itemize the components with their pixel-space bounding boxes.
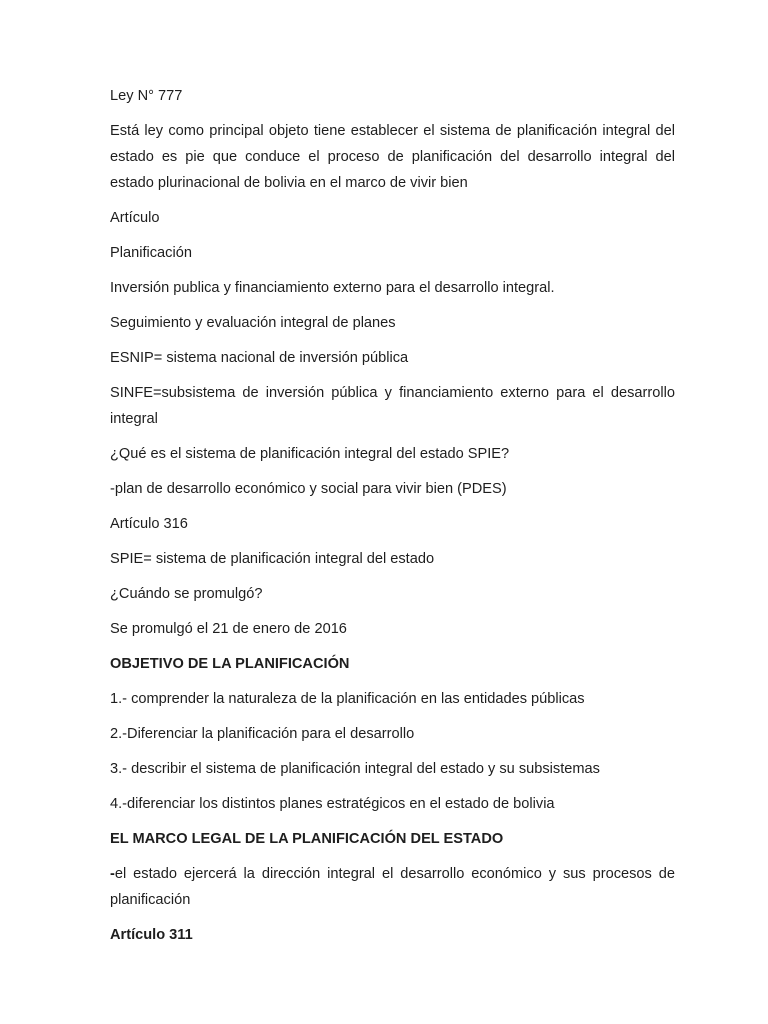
objetivo-item: 3.- describir el sistema de planificación integral del estado y su subsistemas bbox=[110, 761, 600, 777]
articulo-316: Artículo 316 bbox=[110, 516, 188, 532]
marco-paragraph bbox=[110, 861, 675, 913]
law-title: Ley N° 777 bbox=[110, 88, 183, 104]
marco-dash: - bbox=[110, 866, 115, 882]
esnip-line: ESNIP= sistema nacional de inversión pública bbox=[110, 350, 409, 366]
question-promulgo: ¿Cuándo se promulgó? bbox=[110, 586, 263, 602]
heading-marco-legal: EL MARCO LEGAL DE LA PLANIFICACIÓN DEL ESTADO bbox=[110, 831, 504, 847]
document-body bbox=[110, 83, 675, 957]
question-spie: ¿Qué es el sistema de planificación integral del estado SPIE? bbox=[110, 446, 510, 462]
intro-paragraph: Está ley como principal objeto tiene establecer el sistema de planificación integral del estado es pie que conduce el proceso de planificación del desarrollo integral del estado plurinacional de bolivia en el marco de vivir bien bbox=[110, 123, 675, 191]
objetivo-item: 2.-Diferenciar la planificación para el desarrollo bbox=[110, 726, 415, 742]
articulo-label: Artículo bbox=[110, 210, 160, 226]
heading-objetivo: OBJETIVO DE LA PLANIFICACIÓN bbox=[110, 656, 350, 672]
planificacion-label: Planificación bbox=[110, 245, 192, 261]
sinfe-paragraph: SINFE=subsistema de inversión pública y financiamiento externo para el desarrollo integral bbox=[110, 385, 675, 427]
promulgo-answer: Se promulgó el 21 de enero de 2016 bbox=[110, 621, 347, 637]
marco-text: el estado ejercerá la dirección integral el desarrollo económico y sus procesos de planificación bbox=[110, 866, 675, 908]
articulo-311: Artículo 311 bbox=[110, 927, 193, 943]
inversion-line: Inversión publica y financiamiento externo para el desarrollo integral. bbox=[110, 280, 555, 296]
spie-line: SPIE= sistema de planificación integral del estado bbox=[110, 551, 435, 567]
pdes-line: -plan de desarrollo económico y social para vivir bien (PDES) bbox=[110, 481, 507, 497]
seguimiento-line: Seguimiento y evaluación integral de planes bbox=[110, 315, 396, 331]
objetivo-item: 4.-diferenciar los distintos planes estratégicos en el estado de bolivia bbox=[110, 796, 555, 812]
objetivo-item: 1.- comprender la naturaleza de la planificación en las entidades públicas bbox=[110, 691, 585, 707]
